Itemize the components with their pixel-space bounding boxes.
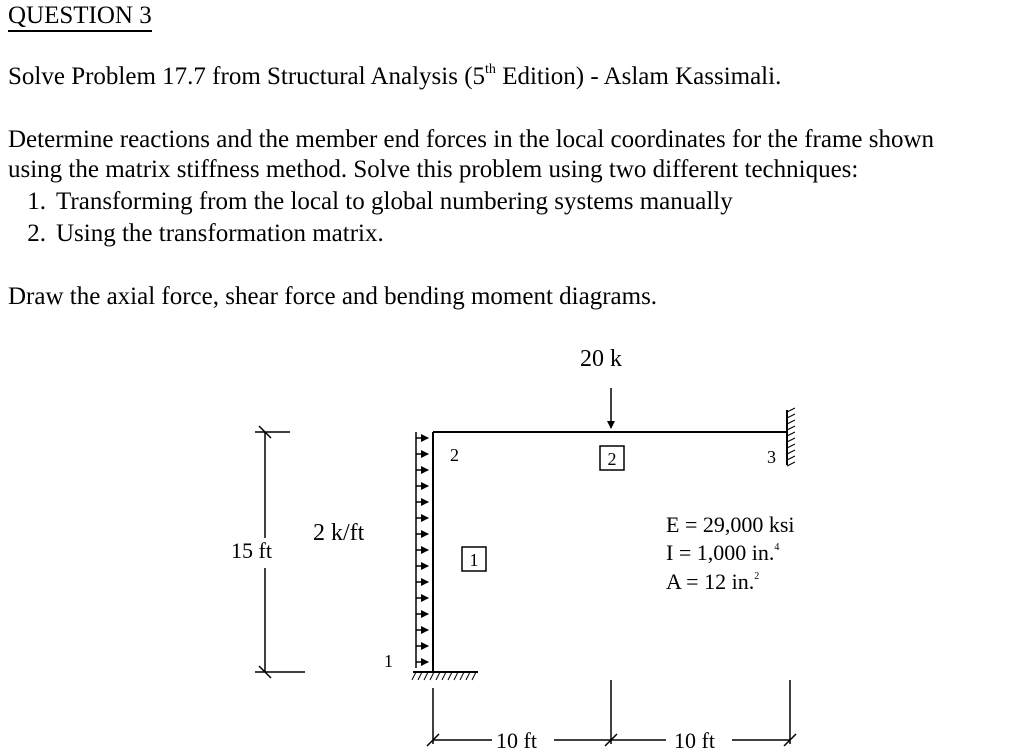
joint-1-label: 1 (384, 651, 393, 671)
source-text-end: Edition) - Aslam Kassimali. (495, 63, 782, 90)
intro-line-2: using the matrix stiffness method. Solve this problem using two different techniques: (8, 156, 859, 183)
distributed-load-label: 2 k/ft (313, 520, 365, 546)
edition-superscript: th (485, 62, 496, 77)
property-I-exponent: 4 (774, 542, 780, 553)
height-dimension-label: 15 ft (231, 538, 272, 563)
span-dimension-1-label: 10 ft (496, 728, 537, 753)
diagrams-instruction: Draw the axial force, shear force and bending moment diagrams. (8, 283, 658, 310)
point-load-label: 20 k (580, 346, 622, 372)
joint-2-label: 2 (450, 445, 459, 465)
property-I (666, 540, 779, 565)
joint-3-label: 3 (767, 447, 776, 467)
property-A-text: A = 12 in. (666, 569, 755, 594)
member-1-label: 1 (469, 550, 479, 570)
source-text: Solve Problem 17.7 from Structural Analysis (5 (8, 63, 486, 90)
fixed-support-bottom (412, 672, 478, 680)
technique-text: Using the transformation matrix. (56, 220, 384, 247)
technique-text: Transforming from the local to global numbering systems manually (56, 188, 733, 215)
fixed-support-right (787, 408, 795, 466)
distributed-load (416, 432, 428, 668)
property-A-exponent: 2 (754, 571, 760, 582)
property-A (666, 569, 759, 594)
span-dimension (427, 680, 796, 746)
technique-number: 2. (27, 220, 46, 247)
technique-number: 1. (27, 188, 46, 215)
question-heading: QUESTION 3 (8, 2, 152, 32)
span-dimension-2-label: 10 ft (674, 728, 715, 753)
intro-line-1: Determine reactions and the member end forces in the local coordinates for the frame shown (8, 126, 935, 153)
property-E: E = 29,000 ksi (666, 512, 795, 537)
member-2-label: 2 (607, 449, 617, 469)
property-I-text: I = 1,000 in. (666, 540, 775, 565)
